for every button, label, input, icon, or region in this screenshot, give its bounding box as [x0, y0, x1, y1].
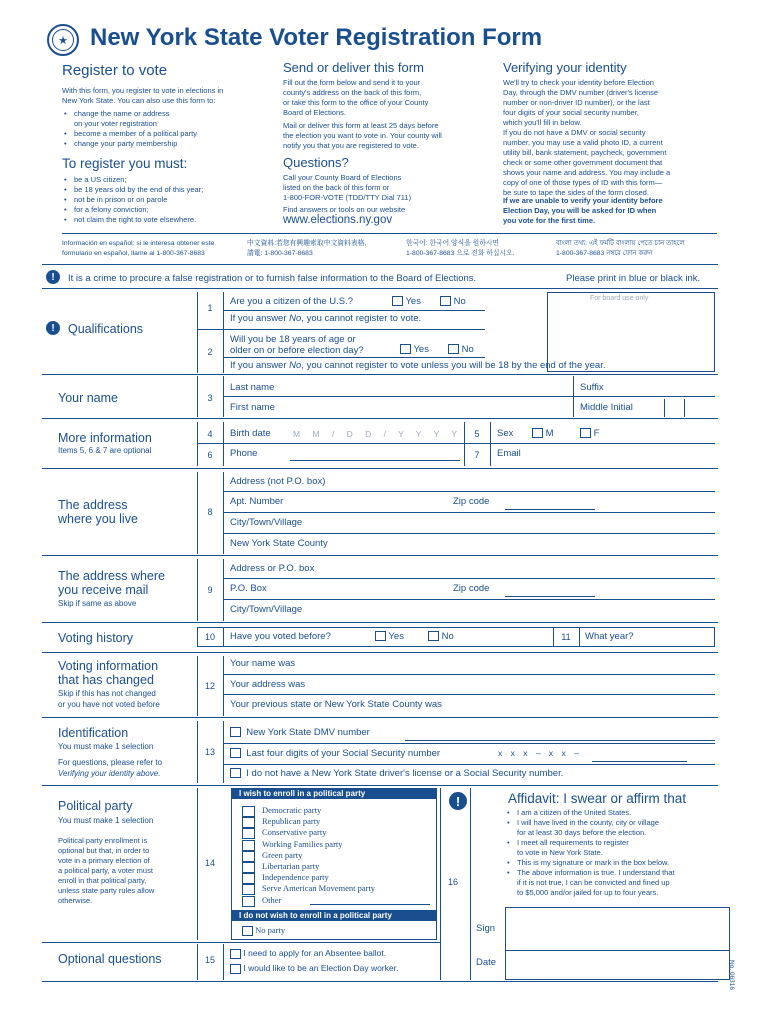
county-label: New York State County: [230, 538, 328, 549]
voting-history-heading: Voting history: [58, 631, 134, 645]
ssn-option[interactable]: Last four digits of your Social Security number: [230, 748, 440, 759]
q3-number: 3: [207, 393, 213, 403]
qualifications-heading: Qualifications: [68, 322, 144, 336]
first-name-label: First name: [230, 402, 275, 413]
no-enroll-bar: I do not wish to enroll in a political party: [231, 910, 437, 921]
address-label: Address (not P.O. box): [230, 476, 326, 487]
party-option[interactable]: Working Families party: [242, 839, 375, 850]
warning-icon: !: [46, 270, 60, 284]
previous-county-label: Your previous state or New York State County was: [230, 699, 442, 710]
party-option[interactable]: Independence party: [242, 872, 375, 883]
q14-number: 14: [204, 858, 215, 868]
must-bullets: • be a US citizen; • be 18 years old by the end of this year; • not be in prison or on parole • for a felony conviction; • not claim the right to vote elsewhere.: [62, 175, 203, 225]
party-option[interactable]: Libertarian party: [242, 861, 375, 872]
q4-number: 4: [207, 429, 213, 439]
voted-no-option[interactable]: No: [428, 631, 454, 642]
q11-number: 11: [561, 632, 571, 642]
optional-questions-heading: Optional questions: [58, 952, 162, 966]
sex-label: Sex: [497, 428, 514, 439]
zip-code-input[interactable]: [505, 496, 595, 510]
party-list: [242, 805, 375, 906]
poll-worker-checkbox[interactable]: [230, 964, 241, 974]
q6-number: 6: [207, 450, 213, 460]
q1-yes-option[interactable]: Yes: [392, 296, 421, 307]
party-option[interactable]: Conservative party: [242, 827, 375, 838]
no-party-option[interactable]: No party: [242, 925, 285, 936]
sign-label: Sign: [476, 923, 496, 934]
crime-notice: It is a crime to procure a false registration or to furnish false information to the Board of Elections.: [68, 273, 477, 284]
political-party-sub: You must make 1 selection: [58, 816, 154, 825]
date-label: Date: [476, 957, 497, 968]
sex-f-checkbox[interactable]: [580, 428, 591, 438]
q2-note: If you answer No, you cannot register to vote unless you will be 18 by the end of the year.: [230, 360, 606, 371]
poll-worker-option[interactable]: I would like to be an Election Day worker.: [230, 963, 398, 974]
sex-m-checkbox[interactable]: [532, 428, 543, 438]
q9-number: 9: [207, 585, 213, 595]
page-title: New York State Voter Registration Form: [90, 24, 543, 51]
address-live-heading: The address where you live: [58, 498, 138, 526]
q2-question: Will you be 18 years of age or older on or before election day?: [230, 334, 364, 356]
must-heading: To register you must:: [62, 156, 188, 171]
city-label: City/Town/Village: [230, 517, 303, 528]
voted-before-question: Have you voted before?: [230, 631, 331, 642]
ssn-mask: x x x – x x –: [498, 748, 582, 758]
q7-number: 7: [474, 450, 480, 460]
find-text: Find answers or tools on our website: [283, 205, 406, 214]
mail-city-label: City/Town/Village: [230, 604, 303, 615]
korean-info: 한국어: 한국어 양식을 원하시면 1-800-367-8683 으로 전화 하십시오.: [406, 240, 515, 257]
mail-zip-input[interactable]: [505, 583, 595, 597]
form-number: No. 06316: [728, 960, 735, 990]
q13-number: 13: [204, 747, 215, 757]
q2-number: 2: [207, 347, 213, 357]
no-id-checkbox[interactable]: [230, 768, 241, 778]
voted-yes-option[interactable]: Yes: [375, 631, 404, 642]
voted-no-checkbox[interactable]: [428, 631, 439, 641]
apt-number-label: Apt. Number: [230, 496, 284, 507]
q5-number: 5: [474, 429, 480, 439]
chinese-info: 中文資料:若您有興趣索取中文資料表格, 請電: 1-800-367-8683: [247, 240, 367, 257]
verify-text-3: If we are unable to verify your identity before Election Day, you will be asked for ID when you vote for the first time.: [503, 196, 663, 225]
questions-text: Call your County Board of Elections listed on the back of this form or 1-800-FOR-VOTE (TDD/TTY Dial 711): [283, 173, 412, 202]
suffix-label: Suffix: [580, 382, 604, 393]
identification-heading: Identification: [58, 726, 129, 740]
other-party-input[interactable]: [310, 895, 430, 905]
political-party-desc: Political party enrollment is optional but that, in order to vote in a primary election of a political party, a voter must enroll in that political party, unless state party rules allow otherwise.: [58, 836, 155, 905]
register-bullets: • change the name or address on your voter registration • become a member of a political party • change your party membership: [62, 109, 197, 149]
identification-help: For questions, please refer to Verifying your identity above.: [58, 758, 163, 778]
q2-yes-option[interactable]: Yes: [400, 344, 429, 355]
changed-info-sub: Skip if this has not changed or you have not voted before: [58, 689, 160, 709]
affidavit-heading: Affidavit: I swear or affirm that: [508, 791, 687, 806]
q1-question: Are you a citizen of the U.S.?: [230, 296, 354, 307]
send-heading: Send or deliver this form: [283, 60, 424, 75]
sex-f-option[interactable]: F: [580, 428, 599, 439]
q2-no-option[interactable]: No: [448, 344, 474, 355]
voted-yes-checkbox[interactable]: [375, 631, 386, 641]
affidavit-warning-icon: !: [449, 792, 467, 810]
party-option[interactable]: Democratic party: [242, 805, 375, 816]
dmv-checkbox[interactable]: [230, 727, 241, 737]
phone-label: Phone: [230, 448, 258, 459]
absentee-option[interactable]: I need to apply for an Absentee ballot.: [230, 948, 386, 959]
absentee-checkbox[interactable]: [230, 949, 241, 959]
q15-number: 15: [204, 955, 215, 965]
party-option[interactable]: Republican party: [242, 816, 375, 827]
verify-text: We'll try to check your identity before Election Day, through the DMV number (driver's license number or non-driver ID number), or the last four digits of your social security number, which you'll fill in below.: [503, 78, 659, 127]
qualifications-warning-icon: !: [46, 321, 60, 335]
political-party-heading: Political party: [58, 799, 133, 813]
sex-m-option[interactable]: M: [532, 428, 554, 439]
bengali-info: বাংলা তথ্য: এই ফর্মটি বাংলায় পেতে চান তাহলে 1-800-367-8683 নম্বরে ফোন করুন: [556, 240, 685, 257]
enroll-bar: I wish to enroll in a political party: [231, 788, 437, 799]
q2-no-checkbox[interactable]: [448, 344, 459, 354]
no-id-option[interactable]: I do not have a New York State driver's license or a Social Security number.: [230, 768, 563, 779]
more-info-heading: More information: [58, 431, 152, 445]
mail-zip-label: Zip code: [453, 583, 490, 594]
register-text: With this form, you register to vote in elections in New York State. You can also use this form to:: [62, 86, 224, 105]
website-link[interactable]: www.elections.ny.gov: [283, 214, 393, 226]
q1-note: If you answer No, you cannot register to vote.: [230, 313, 422, 324]
previous-address-label: Your address was: [230, 679, 306, 690]
verify-text-2: If you do not have a DMV or social security number, you may use a valid photo ID, a current utility bill, bank statement, paycheck, government check or some other government document that shows your name and address. You may include a copy of one of those types of ID with this form— be sure to tape the sides of the form closed.: [503, 128, 671, 197]
questions-heading: Questions?: [283, 155, 349, 170]
mail-address-label: Address or P.O. box: [230, 563, 315, 574]
what-year-question: What year?: [585, 631, 634, 642]
q8-number: 8: [207, 507, 213, 517]
q10-number: 10: [204, 632, 215, 642]
dmv-number-input[interactable]: [405, 727, 715, 741]
q1-no-checkbox[interactable]: [440, 296, 451, 306]
mail-text: Mail or deliver this form at least 25 days before the election you want to vote in. Your county will notify you that you are registered to vote.: [283, 121, 442, 150]
q12-number: 12: [204, 681, 215, 691]
q16-number: 16: [447, 877, 458, 887]
dmv-option[interactable]: New York State DMV number: [230, 727, 370, 738]
ny-state-seal-icon: ★: [47, 24, 79, 56]
party-option[interactable]: Green party: [242, 850, 375, 861]
middle-initial-label: Middle Initial: [580, 402, 633, 413]
mail-address-heading: The address where you receive mail: [58, 569, 166, 597]
mail-address-sub: Skip if same as above: [58, 599, 137, 608]
register-heading: Register to vote: [62, 62, 168, 79]
q1-number: 1: [207, 303, 213, 313]
verify-heading: Verifying your identity: [503, 60, 627, 75]
phone-input[interactable]: [290, 447, 460, 461]
last-name-label: Last name: [230, 382, 275, 393]
party-option[interactable]: Serve American Movement party: [242, 883, 375, 894]
q2-yes-checkbox[interactable]: [400, 344, 411, 354]
identification-sub: You must make 1 selection: [58, 742, 154, 751]
official-use-label: For board use only: [590, 295, 649, 302]
previous-name-label: Your name was: [230, 658, 296, 669]
birth-date-label: Birth date: [230, 428, 271, 439]
changed-info-heading: Voting information that has changed: [58, 659, 159, 687]
send-text: Fill out the form below and send it to your county's address on the back of this form, or take this form to the office of your County Board of Elections.: [283, 78, 429, 117]
zip-code-label: Zip code: [453, 496, 490, 507]
ssn-input[interactable]: [592, 748, 687, 762]
email-label: Email: [497, 448, 521, 459]
po-box-label: P.O. Box: [230, 583, 267, 594]
q1-yes-checkbox[interactable]: [392, 296, 403, 306]
your-name-heading: Your name: [58, 391, 118, 405]
affidavit-list: • I am a citizen of the United States. • I will have lived in the county, city or village for at least 30 days before the election. • I meet all requirements to register to vote in New York State. • This is my signature or mark in the box below. • The above information is true. I understand that if it is not true, I can be convicted and fined up to $5,000 and/or jailed for up to four years.: [505, 808, 675, 898]
ink-notice: Please print in blue or black ink.: [566, 273, 701, 284]
more-info-sub: Items 5, 6 & 7 are optional: [58, 446, 152, 455]
birth-date-input[interactable]: M M / D D / Y Y Y Y: [293, 429, 463, 439]
no-party-checkbox[interactable]: [242, 926, 253, 936]
q1-no-option[interactable]: No: [440, 296, 466, 307]
party-option[interactable]: Other: [242, 895, 375, 906]
signature-box[interactable]: [505, 907, 730, 980]
ssn-checkbox[interactable]: [230, 748, 241, 758]
spanish-info: Información en español: si le interesa obtener este formulario en español, llame al 1-800-367-8683: [62, 240, 215, 257]
